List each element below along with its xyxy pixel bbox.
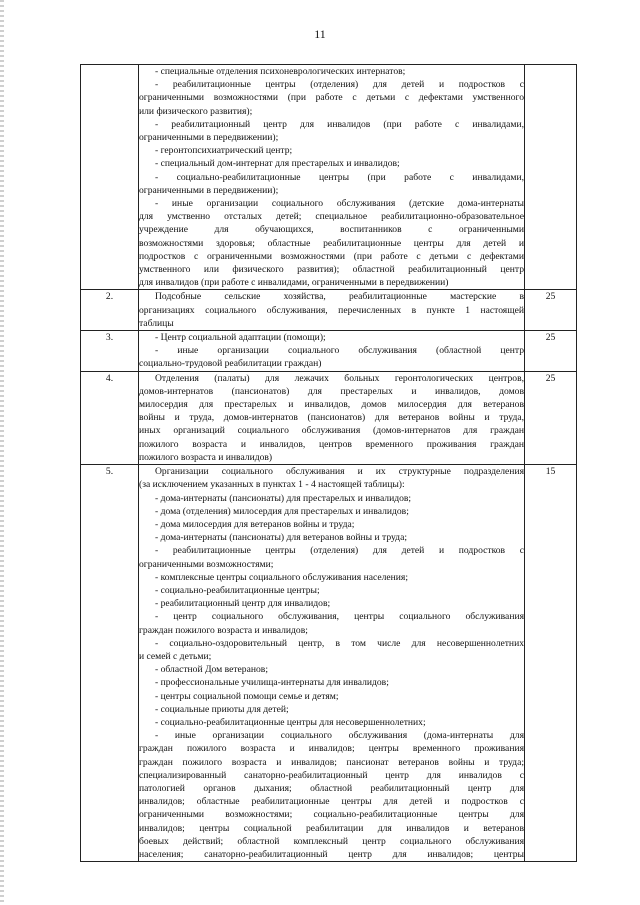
percent-cell bbox=[525, 65, 577, 290]
text-line: (за исключением указанных в пунктах 1 - 4 настоящей таблицы): bbox=[139, 479, 405, 491]
text-line: - реабилитационные центры (отделения) для детей и подростков с bbox=[155, 545, 524, 557]
text-line: инвалидов; центры социальной реабилитации для инвалидов и ветеранов bbox=[139, 822, 524, 834]
institution-list-cell bbox=[139, 465, 525, 862]
benefits-table bbox=[80, 64, 577, 862]
text-line: - профессиональные училища-интернаты для инвалидов; bbox=[155, 677, 389, 689]
text-line: для умственно отсталых детей; специальное реабилитационно-образовательное bbox=[139, 211, 524, 223]
text-line: - дома-интернаты (пансионаты) для престарелых и инвалидов; bbox=[155, 492, 412, 504]
text-line: - дома милосердия для ветеранов войны и труда; bbox=[155, 518, 355, 530]
institution-list-cell bbox=[139, 371, 525, 464]
text-line: иных организаций социального обслуживания (домов-интернатов для граждан bbox=[139, 425, 524, 437]
table-row bbox=[81, 290, 577, 331]
institution-list-cell bbox=[139, 290, 525, 331]
text-line: и семей с детьми; bbox=[139, 650, 212, 662]
text-line: - иные организации социального обслуживания (дома-интернаты для bbox=[155, 730, 524, 742]
text-line: умственного или физического развития); областной реабилитационный центр bbox=[139, 264, 524, 276]
text-line: учреждение для обучающихся, воспитанников с ограниченными bbox=[139, 224, 524, 236]
text-line: боевых действий; областной комплексный центр социального обслуживания bbox=[139, 835, 524, 847]
text-line: - социально-оздоровительный центр, в том числе для несовершеннолетних bbox=[155, 637, 524, 649]
text-line: - геронтопсихиатрический центр; bbox=[155, 145, 293, 157]
text-line: - иные организации социального обслуживания (областной центр bbox=[155, 345, 524, 357]
text-line: ограниченными в передвижении); bbox=[139, 184, 279, 196]
text-line: - дома (отделения) милосердия для престарелых и инвалидов; bbox=[155, 505, 409, 517]
text-line: пожилого возраста и инвалидов, центров временного проживания граждан bbox=[139, 438, 524, 450]
text-line: или физического развития); bbox=[139, 105, 253, 117]
text-line: ограниченными возможностями; bbox=[139, 558, 274, 570]
text-line: таблицы bbox=[139, 317, 174, 329]
row-number-cell: 3. bbox=[81, 331, 139, 372]
text-line: - центры социальной помощи семье и детям; bbox=[155, 690, 339, 702]
table-row bbox=[81, 465, 577, 862]
text-line: - реабилитационный центр для инвалидов; bbox=[155, 598, 331, 610]
percent-cell: 15 bbox=[525, 465, 577, 862]
text-line: Отделения (палаты) для лежачих больных геронтологических центров, bbox=[155, 372, 524, 384]
text-line: - социальные приюты для детей; bbox=[155, 703, 289, 715]
table-row bbox=[81, 331, 577, 372]
text-line: ограниченными в передвижении); bbox=[139, 132, 279, 144]
table-body bbox=[81, 65, 577, 862]
percent-cell: 25 bbox=[525, 331, 577, 372]
row-number-cell: 2. bbox=[81, 290, 139, 331]
page-number: 11 bbox=[314, 27, 326, 41]
row-number-cell bbox=[81, 65, 139, 290]
text-line: - областной Дом ветеранов; bbox=[155, 664, 268, 676]
text-line: ограниченными возможностями (при работе с детьми с дефектами умственного bbox=[139, 92, 524, 104]
institution-list-cell bbox=[139, 331, 525, 372]
text-line: организациях социального обслуживания, перечисленных в пункте 1 настоящей bbox=[139, 304, 524, 316]
text-line: граждан пожилого возраста и инвалидов; центры временного проживания bbox=[139, 743, 524, 755]
text-line: подростков с ограниченными возможностями (при работе с детьми с дефектами bbox=[139, 250, 524, 262]
text-line: специализированный санаторно-реабилитационный центр для инвалидов с bbox=[139, 769, 524, 781]
text-line: войны и труда, домов-интернатов (пансионатов) для ветеранов войны и труда, bbox=[139, 412, 524, 424]
table-row bbox=[81, 371, 577, 464]
text-line: граждан пожилого возраста и инвалидов; пансионат ветеранов войны и труда; bbox=[139, 756, 524, 768]
text-line: инвалидов; областные реабилитационные центры для детей и подростков с bbox=[139, 796, 524, 808]
text-line: Подсобные сельские хозяйства, реабилитационные мастерские в bbox=[155, 291, 524, 303]
text-line: - социально-реабилитационные центры для несовершеннолетних; bbox=[155, 716, 426, 728]
text-line: - иные организации социального обслуживания (детские дома-интернаты bbox=[155, 198, 524, 210]
text-line: возможностями здоровья; областные реабилитационные центры для детей и bbox=[139, 237, 524, 249]
row-number-cell: 5. bbox=[81, 465, 139, 862]
text-line: - комплексные центры социального обслуживания населения; bbox=[155, 571, 408, 583]
text-line: патологией органов дыхания; областной реабилитационный центр для bbox=[139, 782, 524, 794]
text-line: - реабилитационные центры (отделения) для детей и подростков с bbox=[155, 79, 524, 91]
institution-list-cell bbox=[139, 65, 525, 290]
percent-cell: 25 bbox=[525, 290, 577, 331]
text-line: - специальные отделения психоневрологических интернатов; bbox=[155, 66, 406, 77]
table-row bbox=[81, 65, 577, 290]
row-number-cell: 4. bbox=[81, 371, 139, 464]
scan-left-edge bbox=[0, 0, 4, 905]
text-line: милосердия для престарелых и инвалидов, домов милосердия для ветеранов bbox=[139, 399, 524, 411]
text-line: Организации социального обслуживания и их структурные подразделения bbox=[155, 466, 524, 478]
text-line: домов-интернатов (пансионатов) для престарелых и инвалидов, домов bbox=[139, 385, 524, 397]
text-line: - социально-реабилитационные центры (при работе с инвалидами, bbox=[155, 171, 524, 183]
text-line: пожилого возраста и инвалидов) bbox=[139, 451, 273, 463]
text-line: - специальный дом-интернат для престарелых и инвалидов; bbox=[155, 158, 400, 170]
text-line: - социально-реабилитационные центры; bbox=[155, 584, 320, 596]
percent-cell: 25 bbox=[525, 371, 577, 464]
text-line: - реабилитационный центр для инвалидов (при работе с инвалидами, bbox=[155, 118, 524, 130]
text-line: ограниченными возможностями; социально-реабилитационные центры для bbox=[139, 809, 524, 821]
text-line: - центр социального обслуживания, центры социального обслуживания bbox=[155, 611, 524, 623]
text-line: - Центр социальной адаптации (помощи); bbox=[155, 332, 326, 344]
text-line: для инвалидов (при работе с инвалидами, ограниченными в передвижении) bbox=[139, 277, 449, 289]
text-line: населения; санаторно-реабилитационный центр для инвалидов; центры bbox=[139, 848, 524, 860]
text-line: - дома-интернаты (пансионаты) для ветеранов войны и труда; bbox=[155, 532, 407, 544]
text-line: социально-трудовой реабилитации граждан) bbox=[139, 358, 322, 370]
text-line: граждан пожилого возраста и инвалидов; bbox=[139, 624, 308, 636]
